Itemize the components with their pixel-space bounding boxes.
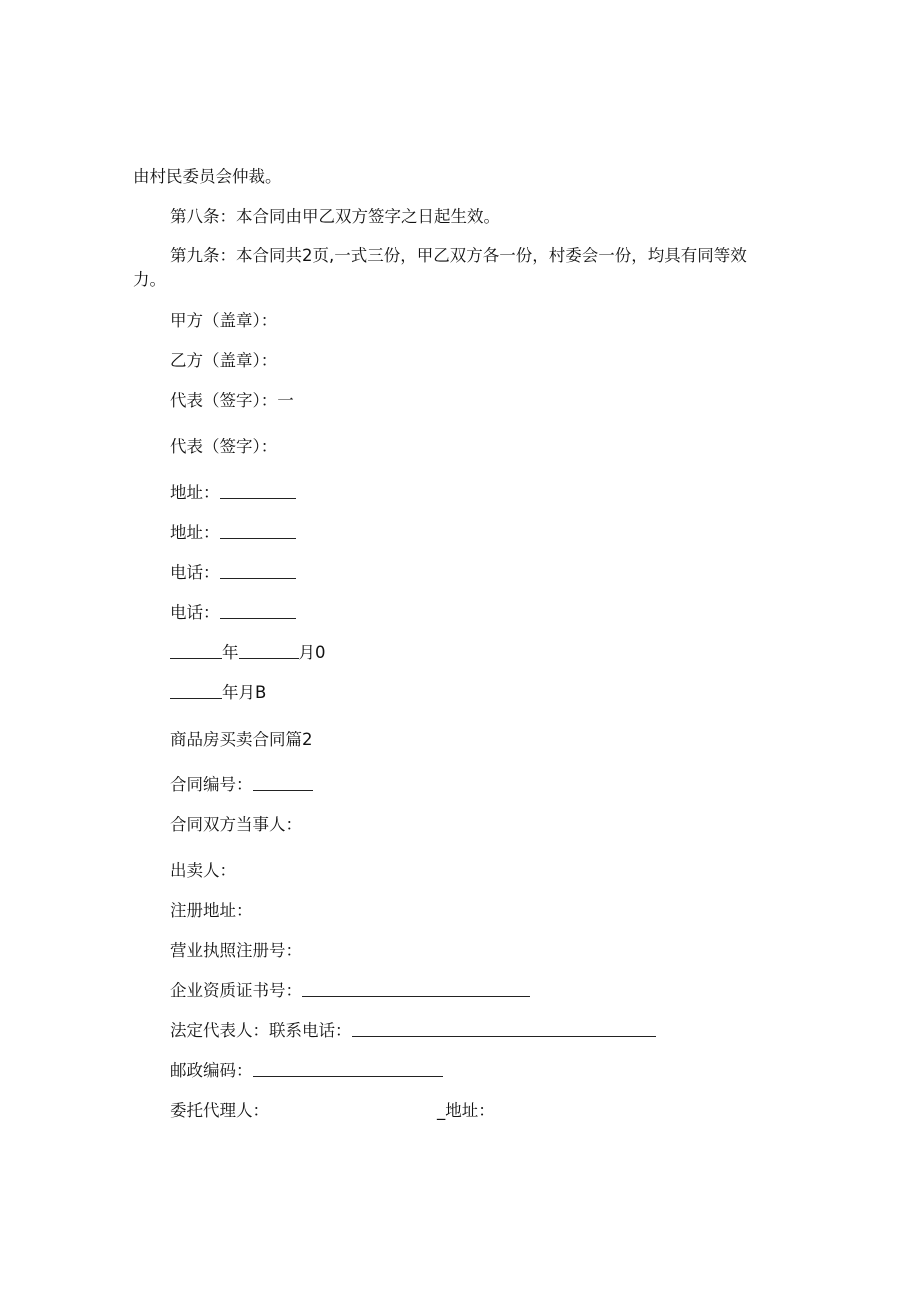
phone-blank bbox=[220, 602, 296, 619]
postcode-label: 邮政编码： bbox=[170, 1061, 253, 1080]
article-8: 第八条：本合同由甲乙双方签字之日起生效。 bbox=[170, 207, 500, 226]
seller-label: 出卖人： bbox=[170, 861, 236, 880]
contract-number-label: 合同编号： bbox=[170, 775, 253, 794]
address-blank bbox=[220, 522, 296, 539]
legal-rep-label: 法定代表人：联系电话： bbox=[170, 1021, 352, 1040]
year-blank bbox=[170, 682, 222, 699]
phone-blank bbox=[352, 1020, 656, 1037]
contract-number-line bbox=[170, 774, 313, 796]
qualification-blank bbox=[302, 980, 530, 997]
date-label: 年月B bbox=[222, 683, 267, 702]
agent-address-label: _地址： bbox=[437, 1101, 495, 1120]
qualification-label: 企业资质证书号： bbox=[170, 981, 302, 1000]
article-9: 第九条：本合同共2页,一式三份，甲乙双方各一份，村委会一份，均具有同等效力。 bbox=[133, 246, 747, 289]
registered-address-label: 注册地址： bbox=[170, 901, 253, 920]
legal-rep-line bbox=[170, 1020, 656, 1042]
address-line-1 bbox=[170, 482, 296, 504]
date-line-2 bbox=[170, 682, 266, 704]
phone-label: 电话： bbox=[170, 563, 220, 582]
rep-sign-1: 代表（签字）：一 bbox=[170, 391, 294, 410]
year-blank bbox=[170, 642, 222, 659]
address-line-2 bbox=[170, 522, 296, 544]
year-label: 年 bbox=[222, 643, 239, 662]
address-blank bbox=[220, 482, 296, 499]
rep-sign-2: 代表（签字）： bbox=[170, 437, 278, 456]
business-license-label: 营业执照注册号： bbox=[170, 941, 302, 960]
text-arbitration: 由村民委员会仲裁。 bbox=[133, 167, 282, 186]
parties-label: 合同双方当事人： bbox=[170, 815, 302, 834]
address-label: 地址： bbox=[170, 523, 220, 542]
postcode-line bbox=[170, 1060, 443, 1082]
address-label: 地址： bbox=[170, 483, 220, 502]
agent-label: 委托代理人： bbox=[170, 1101, 269, 1120]
party-a-seal: 甲方（盖章）： bbox=[170, 311, 278, 330]
month-blank bbox=[239, 642, 299, 659]
section-title: 商品房买卖合同篇2 bbox=[170, 730, 313, 749]
month-label: 月0 bbox=[298, 643, 326, 662]
agent-line bbox=[170, 1100, 495, 1122]
postcode-blank bbox=[253, 1060, 443, 1077]
party-b-seal: 乙方（盖章）： bbox=[170, 351, 278, 370]
qualification-line bbox=[170, 980, 530, 1002]
phone-label: 电话： bbox=[170, 603, 220, 622]
phone-line-2 bbox=[170, 602, 296, 624]
phone-line-1 bbox=[170, 562, 296, 584]
contract-number-blank bbox=[253, 774, 313, 791]
phone-blank bbox=[220, 562, 296, 579]
date-line-1 bbox=[170, 642, 326, 664]
